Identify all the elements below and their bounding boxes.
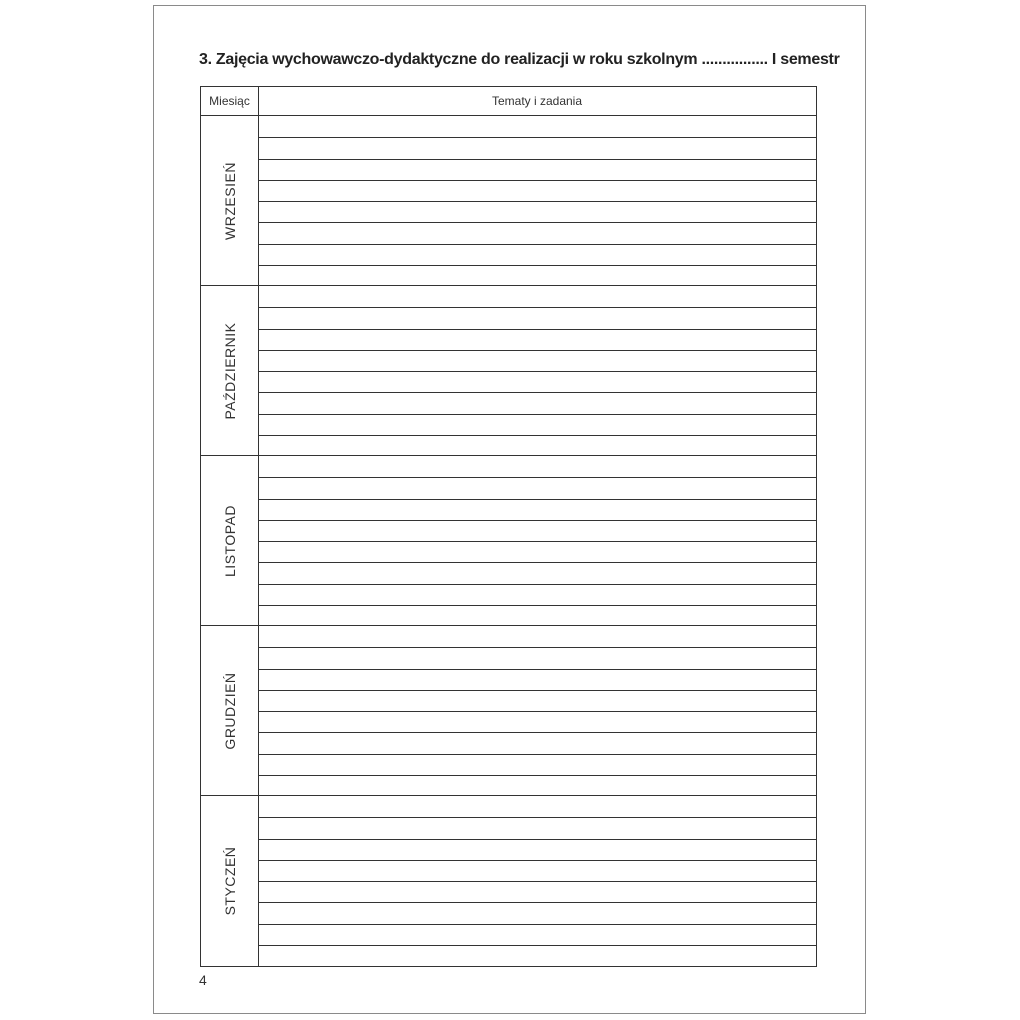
ruled-line xyxy=(258,350,816,351)
header-month: Miesiąc xyxy=(209,94,250,108)
ruled-line xyxy=(258,201,816,202)
ruled-line xyxy=(258,817,816,818)
ruled-line xyxy=(258,690,816,691)
writing-lines[interactable] xyxy=(258,456,816,625)
table-header-row xyxy=(201,87,816,116)
month-block-pazdziernik xyxy=(201,286,816,456)
ruled-line xyxy=(258,137,816,138)
month-label-cell xyxy=(201,796,258,966)
ruled-line xyxy=(258,371,816,372)
month-label: LISTOPAD xyxy=(221,504,238,577)
ruled-line xyxy=(258,414,816,415)
month-block-grudzien xyxy=(201,626,816,796)
page-number: 4 xyxy=(199,972,207,988)
ruled-line xyxy=(258,329,816,330)
month-label-cell xyxy=(201,456,258,625)
ruled-line xyxy=(258,392,816,393)
writing-lines[interactable] xyxy=(258,626,816,795)
ruled-line xyxy=(258,244,816,245)
ruled-line xyxy=(258,180,816,181)
topics-table xyxy=(200,86,817,967)
header-topics: Tematy i zadania xyxy=(491,94,583,108)
ruled-line xyxy=(258,754,816,755)
ruled-line xyxy=(258,902,816,903)
ruled-line xyxy=(258,775,816,776)
ruled-line xyxy=(258,520,816,521)
page-title: 3. Zajęcia wychowawczo-dydaktyczne do realizacji w roku szkolnym ................ I semestr xyxy=(199,51,840,68)
month-block-styczen xyxy=(201,796,816,966)
ruled-line xyxy=(258,605,816,606)
writing-lines[interactable] xyxy=(258,116,816,285)
ruled-line xyxy=(258,222,816,223)
ruled-line xyxy=(258,307,816,308)
ruled-line xyxy=(258,584,816,585)
month-label: PAŹDZIERNIK xyxy=(221,321,238,420)
writing-lines[interactable] xyxy=(258,286,816,455)
month-label: GRUDZIEŃ xyxy=(221,671,238,750)
month-label-cell xyxy=(201,626,258,795)
month-label-cell xyxy=(201,286,258,455)
ruled-line xyxy=(258,945,816,946)
ruled-line xyxy=(258,159,816,160)
ruled-line xyxy=(258,669,816,670)
ruled-line xyxy=(258,881,816,882)
ruled-line xyxy=(258,647,816,648)
ruled-line xyxy=(258,541,816,542)
ruled-line xyxy=(258,924,816,925)
ruled-line xyxy=(258,477,816,478)
ruled-line xyxy=(258,711,816,712)
month-label: STYCZEŃ xyxy=(221,846,238,916)
writing-lines[interactable] xyxy=(258,796,816,966)
ruled-line xyxy=(258,839,816,840)
month-block-listopad xyxy=(201,456,816,626)
ruled-line xyxy=(258,562,816,563)
month-block-wrzesien xyxy=(201,116,816,286)
ruled-line xyxy=(258,499,816,500)
ruled-line xyxy=(258,435,816,436)
ruled-line xyxy=(258,860,816,861)
ruled-line xyxy=(258,732,816,733)
ruled-line xyxy=(258,265,816,266)
month-label-cell xyxy=(201,116,258,285)
month-label: WRZESIEŃ xyxy=(221,161,238,240)
